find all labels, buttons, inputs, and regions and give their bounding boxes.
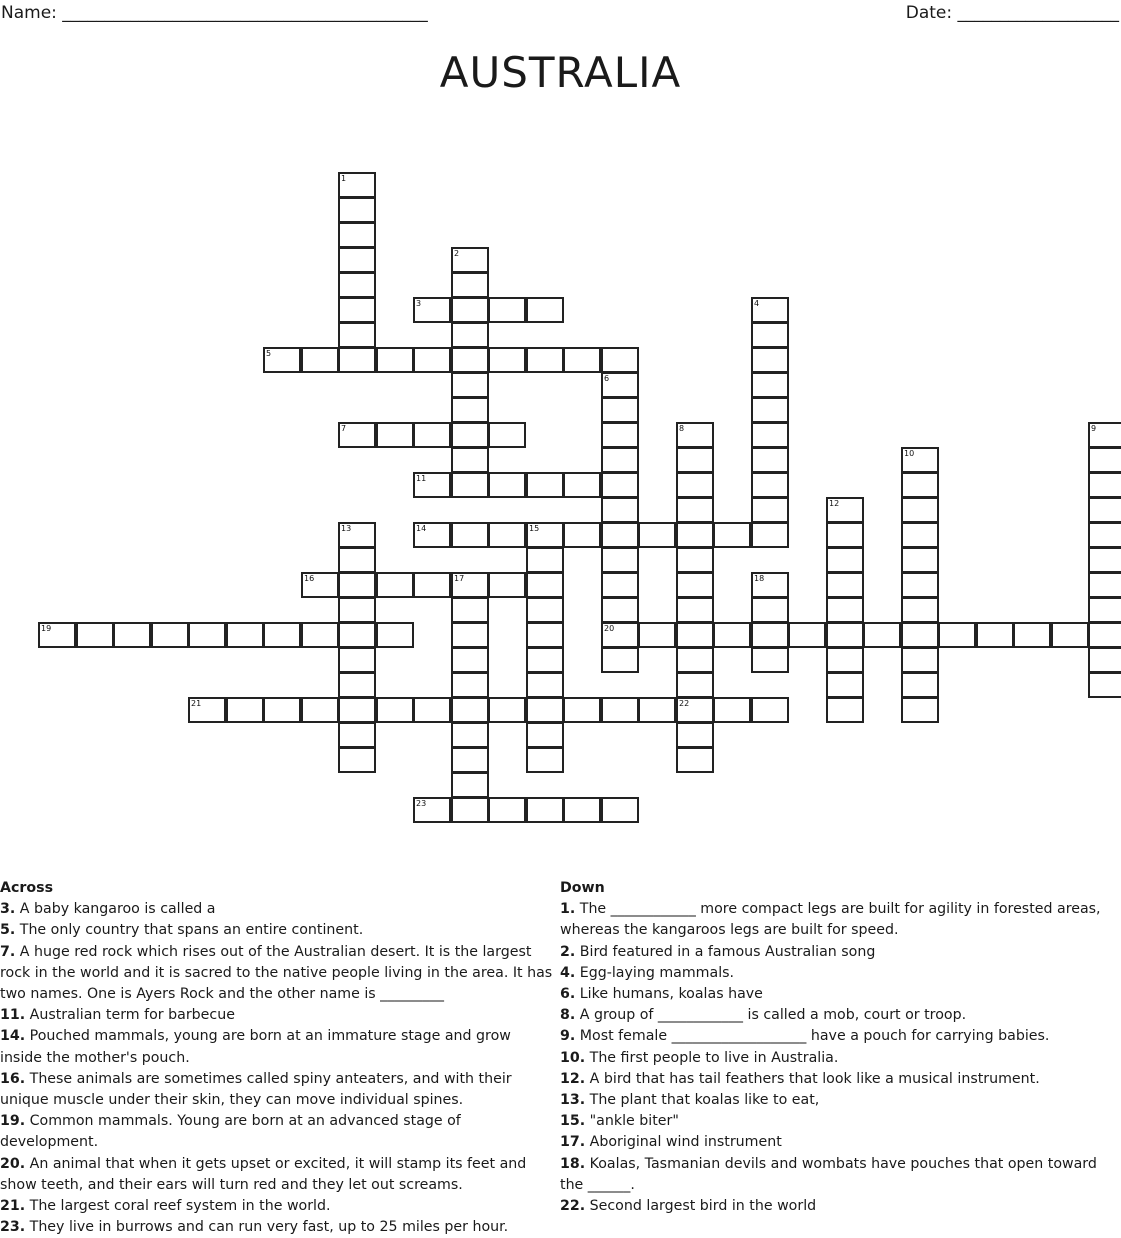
grid-cell[interactable]	[901, 622, 939, 648]
clue-item-number: 21.	[0, 1198, 26, 1215]
grid-cell[interactable]	[713, 697, 751, 723]
grid-cell[interactable]	[338, 697, 376, 723]
down-clues	[560, 878, 1116, 1217]
grid-cell[interactable]	[338, 572, 376, 598]
grid-cell[interactable]	[451, 572, 489, 598]
clue-number: 22	[679, 699, 690, 708]
grid-cell[interactable]	[1088, 672, 1121, 698]
grid-cell[interactable]	[1088, 422, 1121, 448]
clue-item-number: 10.	[560, 1049, 586, 1066]
clue-item	[560, 1048, 1116, 1069]
grid-cell[interactable]	[751, 397, 789, 423]
clue-number: 1	[341, 174, 347, 183]
clue-item-number: 6.	[560, 986, 576, 1003]
grid-cell[interactable]	[751, 697, 789, 723]
grid-cell[interactable]	[601, 647, 639, 673]
clue-item-text: "ankle biter"	[585, 1113, 679, 1130]
grid-cell[interactable]	[226, 697, 264, 723]
grid-cell[interactable]	[638, 697, 676, 723]
grid-cell[interactable]	[676, 597, 714, 623]
grid-cell[interactable]	[451, 522, 489, 548]
grid-cell[interactable]	[488, 522, 526, 548]
grid-cell[interactable]	[526, 647, 564, 673]
grid-cell[interactable]	[901, 697, 939, 723]
grid-cell[interactable]	[301, 622, 339, 648]
grid-cell[interactable]	[488, 797, 526, 823]
grid-cell[interactable]	[376, 422, 414, 448]
clue-item	[560, 1196, 1116, 1217]
clue-item	[0, 1026, 556, 1068]
grid-cell[interactable]	[338, 722, 376, 748]
clue-item-number: 5.	[0, 922, 16, 939]
grid-cell[interactable]	[301, 697, 339, 723]
grid-cell[interactable]	[338, 197, 376, 223]
grid-cell[interactable]	[826, 547, 864, 573]
clue-item-number: 13.	[560, 1092, 586, 1109]
grid-cell[interactable]	[826, 497, 864, 523]
grid-cell[interactable]	[751, 347, 789, 373]
across-clue-list	[0, 899, 556, 1238]
grid-cell[interactable]	[451, 272, 489, 298]
grid-cell[interactable]	[1088, 597, 1121, 623]
grid-cell[interactable]	[338, 672, 376, 698]
clue-item-number: 12.	[560, 1070, 586, 1087]
grid-cell[interactable]	[451, 672, 489, 698]
clue-item-text: Bird featured in a famous Australian song	[575, 943, 876, 960]
down-clue-list	[560, 899, 1116, 1217]
grid-cell[interactable]	[638, 622, 676, 648]
clue-item-number: 15.	[560, 1113, 586, 1130]
grid-cell[interactable]	[676, 572, 714, 598]
grid-cell[interactable]	[526, 547, 564, 573]
clue-item	[0, 920, 556, 941]
clue-item	[0, 1005, 556, 1026]
clue-item-number: 7.	[0, 943, 16, 960]
grid-cell[interactable]	[338, 172, 376, 198]
clue-item	[560, 942, 1116, 963]
grid-cell[interactable]	[601, 447, 639, 473]
grid-cell[interactable]	[938, 622, 976, 648]
grid-cell[interactable]	[451, 772, 489, 798]
down-heading: Down	[560, 880, 605, 896]
grid-cell[interactable]	[901, 447, 939, 473]
grid-cell[interactable]	[338, 647, 376, 673]
clue-number: 7	[341, 424, 347, 433]
clue-item-text: A huge red rock which rises out of the Australian desert. It is the largest rock in the world and it is sacred to the native people living in the area. It has two names. One is Ayers Rock and the other name is _________	[0, 943, 553, 1003]
grid-cell[interactable]	[488, 472, 526, 498]
grid-cell[interactable]	[526, 797, 564, 823]
date-field-label: Date: ___________________	[905, 3, 1119, 23]
clue-number: 15	[529, 524, 540, 533]
grid-cell[interactable]	[638, 522, 676, 548]
grid-cell[interactable]	[901, 672, 939, 698]
clue-item-text: A group of ____________ is called a mob, court or troop.	[575, 1007, 967, 1024]
clue-item-text: The largest coral reef system in the world.	[25, 1198, 331, 1215]
clue-item-text: The plant that koalas like to eat,	[585, 1092, 820, 1109]
grid-cell[interactable]	[676, 547, 714, 573]
grid-cell[interactable]	[413, 347, 451, 373]
clue-item-number: 16.	[0, 1070, 26, 1087]
grid-cell[interactable]	[413, 522, 451, 548]
grid-cell[interactable]	[826, 597, 864, 623]
grid-cell[interactable]	[338, 522, 376, 548]
clue-item	[0, 1069, 556, 1111]
clue-item-text: Koalas, Tasmanian devils and wombats have pouches that open toward the ______.	[560, 1155, 1097, 1193]
grid-cell[interactable]	[338, 622, 376, 648]
clue-item	[560, 1154, 1116, 1196]
grid-cell[interactable]	[601, 497, 639, 523]
clue-number: 6	[604, 374, 610, 383]
clue-item-number: 20.	[0, 1155, 26, 1172]
grid-cell[interactable]	[451, 297, 489, 323]
grid-cell[interactable]	[563, 472, 601, 498]
clue-item-number: 11.	[0, 1007, 26, 1024]
grid-cell[interactable]	[76, 622, 114, 648]
grid-cell[interactable]	[488, 297, 526, 323]
grid-cell[interactable]	[601, 522, 639, 548]
grid-cell[interactable]	[676, 447, 714, 473]
grid-cell[interactable]	[751, 647, 789, 673]
grid-cell[interactable]	[338, 547, 376, 573]
grid-cell[interactable]	[376, 697, 414, 723]
grid-cell[interactable]	[601, 422, 639, 448]
clue-item	[560, 1026, 1116, 1047]
clue-number: 2	[454, 249, 460, 258]
clue-number: 19	[41, 624, 52, 633]
grid-cell[interactable]	[601, 372, 639, 398]
grid-cell[interactable]	[451, 797, 489, 823]
clue-item-text: The first people to live in Australia.	[585, 1049, 839, 1066]
grid-cell[interactable]	[451, 472, 489, 498]
clue-number: 14	[416, 524, 427, 533]
grid-cell[interactable]	[1088, 497, 1121, 523]
clue-item-text: Common mammals. Young are born at an advanced stage of development.	[0, 1113, 461, 1151]
grid-cell[interactable]	[1051, 622, 1089, 648]
grid-cell[interactable]	[188, 622, 226, 648]
grid-cell[interactable]	[526, 297, 564, 323]
grid-cell[interactable]	[1088, 547, 1121, 573]
grid-cell[interactable]	[451, 422, 489, 448]
grid-cell[interactable]	[901, 597, 939, 623]
grid-cell[interactable]	[601, 797, 639, 823]
grid-cell[interactable]	[676, 422, 714, 448]
grid-cell[interactable]	[901, 522, 939, 548]
across-heading: Across	[0, 880, 54, 896]
grid-cell[interactable]	[601, 572, 639, 598]
clue-number: 3	[416, 299, 422, 308]
clue-number: 13	[341, 524, 352, 533]
clue-item	[560, 899, 1116, 941]
grid-cell[interactable]	[751, 472, 789, 498]
grid-cell[interactable]	[676, 497, 714, 523]
clue-item	[560, 1111, 1116, 1132]
grid-cell[interactable]	[376, 347, 414, 373]
clue-item-text: Second largest bird in the world	[585, 1198, 817, 1215]
grid-cell[interactable]	[488, 347, 526, 373]
clue-item	[560, 1090, 1116, 1111]
grid-cell[interactable]	[526, 672, 564, 698]
grid-cell[interactable]	[451, 622, 489, 648]
grid-cell[interactable]	[338, 747, 376, 773]
grid-cell[interactable]	[676, 522, 714, 548]
grid-cell[interactable]	[301, 572, 339, 598]
grid-cell[interactable]	[338, 597, 376, 623]
grid-cell[interactable]	[263, 347, 301, 373]
grid-cell[interactable]	[863, 622, 901, 648]
grid-cell[interactable]	[751, 597, 789, 623]
grid-cell[interactable]	[713, 622, 751, 648]
clue-number: 23	[416, 799, 427, 808]
clue-number: 20	[604, 624, 615, 633]
grid-cell[interactable]	[1088, 622, 1121, 648]
grid-cell[interactable]	[826, 622, 864, 648]
grid-cell[interactable]	[676, 672, 714, 698]
grid-cell[interactable]	[676, 697, 714, 723]
clue-item-number: 2.	[560, 943, 576, 960]
grid-cell[interactable]	[338, 247, 376, 273]
grid-cell[interactable]	[751, 447, 789, 473]
clue-item-number: 23.	[0, 1219, 26, 1236]
grid-cell[interactable]	[601, 597, 639, 623]
clue-item-text: These animals are sometimes called spiny anteaters, and with their unique muscle under their skin, they can move individual spines.	[0, 1070, 512, 1109]
clue-item-number: 14.	[0, 1028, 26, 1045]
clue-number: 8	[679, 424, 685, 433]
grid-cell[interactable]	[751, 522, 789, 548]
clue-item	[0, 1154, 556, 1196]
grid-cell[interactable]	[151, 622, 189, 648]
grid-cell[interactable]	[451, 597, 489, 623]
clue-item	[560, 1069, 1116, 1090]
clue-item-number: 9.	[560, 1028, 576, 1045]
grid-cell[interactable]	[676, 472, 714, 498]
clue-item-text: Most female ___________________ have a pouch for carrying babies.	[575, 1028, 1050, 1045]
clue-number: 18	[754, 574, 765, 583]
clue-item-number: 19.	[0, 1113, 26, 1130]
grid-cell[interactable]	[488, 422, 526, 448]
grid-cell[interactable]	[413, 572, 451, 598]
grid-cell[interactable]	[113, 622, 151, 648]
grid-cell[interactable]	[1088, 472, 1121, 498]
grid-cell[interactable]	[526, 472, 564, 498]
grid-cell[interactable]	[751, 422, 789, 448]
clue-number: 9	[1091, 424, 1097, 433]
grid-cell[interactable]	[563, 522, 601, 548]
grid-cell[interactable]	[301, 347, 339, 373]
grid-cell[interactable]	[601, 347, 639, 373]
name-field-label: Name: ___________________________________________	[1, 3, 428, 23]
grid-cell[interactable]	[451, 747, 489, 773]
grid-cell[interactable]	[526, 747, 564, 773]
grid-cell[interactable]	[676, 747, 714, 773]
grid-cell[interactable]	[338, 222, 376, 248]
grid-cell[interactable]	[901, 572, 939, 598]
grid-cell[interactable]	[451, 372, 489, 398]
grid-cell[interactable]	[488, 572, 526, 598]
clue-item	[0, 942, 556, 1006]
grid-cell[interactable]	[1013, 622, 1051, 648]
grid-cell[interactable]	[826, 672, 864, 698]
clue-item-text: Like humans, koalas have	[575, 986, 763, 1003]
grid-cell[interactable]	[563, 347, 601, 373]
clue-item-text: Egg-laying mammals.	[575, 964, 735, 981]
grid-cell[interactable]	[751, 622, 789, 648]
clue-item-text: Australian term for barbecue	[25, 1007, 235, 1024]
clue-item	[0, 1111, 556, 1153]
grid-cell[interactable]	[1088, 522, 1121, 548]
grid-cell[interactable]	[188, 697, 226, 723]
grid-cell[interactable]	[263, 697, 301, 723]
grid-cell[interactable]	[526, 597, 564, 623]
grid-cell[interactable]	[601, 547, 639, 573]
grid-cell[interactable]	[901, 472, 939, 498]
clue-item-text: An animal that when it gets upset or excited, it will stamp its feet and show teeth, and their ears will turn red and they let out screams.	[0, 1155, 527, 1193]
grid-cell[interactable]	[526, 722, 564, 748]
clue-number: 10	[904, 449, 915, 458]
grid-cell[interactable]	[601, 397, 639, 423]
clue-number: 4	[754, 299, 760, 308]
clue-item	[0, 1217, 556, 1238]
grid-cell[interactable]	[563, 797, 601, 823]
clue-item	[560, 984, 1116, 1005]
grid-cell[interactable]	[413, 697, 451, 723]
clue-item	[560, 1132, 1116, 1153]
clue-number: 21	[191, 699, 202, 708]
clue-item-number: 1.	[560, 901, 576, 918]
clue-number: 11	[416, 474, 427, 483]
grid-cell[interactable]	[526, 697, 564, 723]
clue-item-text: They live in burrows and can run very fast, up to 25 miles per hour.	[25, 1219, 509, 1236]
grid-cell[interactable]	[526, 622, 564, 648]
grid-cell[interactable]	[451, 722, 489, 748]
grid-cell[interactable]	[451, 697, 489, 723]
clue-item-number: 4.	[560, 964, 576, 981]
clue-item-text: A bird that has tail feathers that look like a musical instrument.	[585, 1070, 1040, 1087]
grid-cell[interactable]	[601, 697, 639, 723]
grid-cell[interactable]	[1088, 447, 1121, 473]
grid-cell[interactable]	[226, 622, 264, 648]
grid-cell[interactable]	[413, 797, 451, 823]
clue-item	[0, 1196, 556, 1217]
grid-cell[interactable]	[751, 572, 789, 598]
grid-cell[interactable]	[526, 347, 564, 373]
clue-item	[0, 899, 556, 920]
grid-cell[interactable]	[451, 247, 489, 273]
grid-cell[interactable]	[826, 572, 864, 598]
grid-cell[interactable]	[413, 422, 451, 448]
grid-cell[interactable]	[563, 697, 601, 723]
grid-cell[interactable]	[1088, 647, 1121, 673]
grid-cell[interactable]	[676, 647, 714, 673]
grid-cell[interactable]	[751, 322, 789, 348]
page-title: AUSTRALIA	[439, 48, 682, 97]
clue-item-number: 18.	[560, 1155, 586, 1172]
clue-item-number: 22.	[560, 1198, 586, 1215]
grid-cell[interactable]	[376, 572, 414, 598]
grid-cell[interactable]	[413, 297, 451, 323]
grid-cell[interactable]	[751, 372, 789, 398]
grid-cell[interactable]	[338, 422, 376, 448]
grid-cell[interactable]	[451, 647, 489, 673]
clue-item-text: Aboriginal wind instrument	[585, 1134, 782, 1151]
grid-cell[interactable]	[1088, 572, 1121, 598]
grid-cell[interactable]	[751, 497, 789, 523]
grid-cell[interactable]	[601, 622, 639, 648]
clue-item-text: A baby kangaroo is called a	[15, 901, 216, 918]
grid-cell[interactable]	[376, 622, 414, 648]
grid-cell[interactable]	[338, 297, 376, 323]
clue-item-number: 8.	[560, 1007, 576, 1024]
grid-cell[interactable]	[826, 647, 864, 673]
grid-cell[interactable]	[451, 447, 489, 473]
grid-cell[interactable]	[338, 322, 376, 348]
grid-cell[interactable]	[451, 322, 489, 348]
grid-cell[interactable]	[751, 297, 789, 323]
clue-number: 12	[829, 499, 840, 508]
clue-item-number: 17.	[560, 1134, 586, 1151]
clue-number: 5	[266, 349, 272, 358]
clue-item-text: Pouched mammals, young are born at an immature stage and grow inside the mother's pouch.	[0, 1028, 511, 1066]
grid-cell[interactable]	[826, 697, 864, 723]
grid-cell[interactable]	[901, 547, 939, 573]
grid-cell[interactable]	[713, 522, 751, 548]
grid-cell[interactable]	[826, 522, 864, 548]
grid-cell[interactable]	[38, 622, 76, 648]
grid-cell[interactable]	[976, 622, 1014, 648]
grid-cell[interactable]	[601, 472, 639, 498]
grid-cell[interactable]	[526, 522, 564, 548]
grid-cell[interactable]	[788, 622, 826, 648]
clue-item	[560, 1005, 1116, 1026]
grid-cell[interactable]	[901, 647, 939, 673]
grid-cell[interactable]	[451, 347, 489, 373]
grid-cell[interactable]	[338, 347, 376, 373]
grid-cell[interactable]	[451, 397, 489, 423]
grid-cell[interactable]	[338, 272, 376, 298]
clue-item	[560, 963, 1116, 984]
across-clues	[0, 878, 556, 1238]
grid-cell[interactable]	[676, 722, 714, 748]
clue-item-number: 3.	[0, 901, 16, 918]
grid-cell[interactable]	[413, 472, 451, 498]
grid-cell[interactable]	[488, 697, 526, 723]
clue-item-text: The ____________ more compact legs are built for agility in forested areas, whereas the kangaroos legs are built for speed.	[560, 901, 1101, 939]
grid-cell[interactable]	[526, 572, 564, 598]
clue-number: 16	[304, 574, 315, 583]
clue-number: 17	[454, 574, 465, 583]
grid-cell[interactable]	[263, 622, 301, 648]
grid-cell[interactable]	[901, 497, 939, 523]
clue-item-text: The only country that spans an entire continent.	[15, 922, 364, 939]
grid-cell[interactable]	[676, 622, 714, 648]
